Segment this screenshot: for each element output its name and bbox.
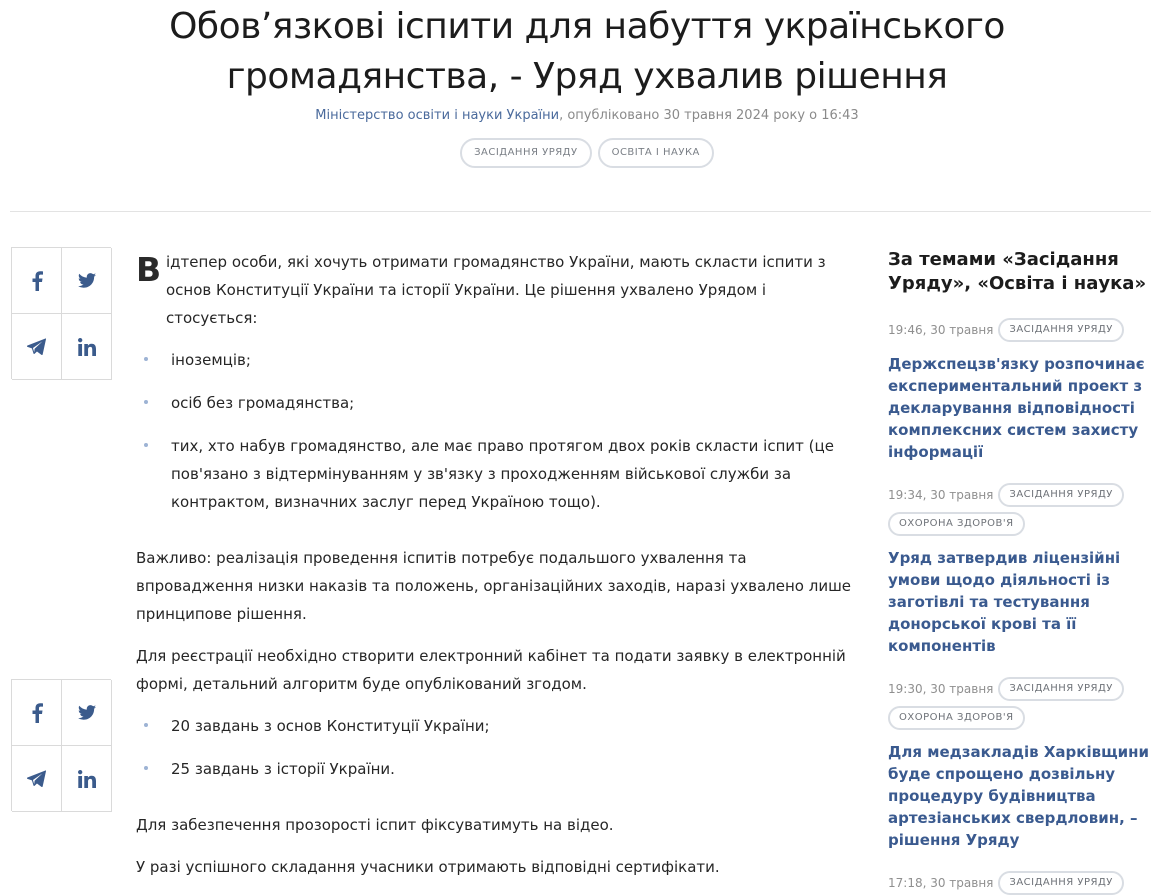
facebook-icon xyxy=(31,271,43,291)
exam-tasks-list xyxy=(136,712,858,783)
tag-education-science[interactable]: ОСВІТА І НАУКА xyxy=(598,138,714,168)
news-tag[interactable]: ЗАСІДАННЯ УРЯДУ xyxy=(998,483,1123,507)
share-linkedin-button[interactable] xyxy=(62,746,112,812)
share-panel-bottom xyxy=(11,679,111,811)
news-meta xyxy=(888,318,1153,342)
sidebar-heading: За темами «Засідання Уряду», «Освіта і наука» xyxy=(888,249,1147,294)
tag-government-meeting[interactable]: ЗАСІДАННЯ УРЯДУ xyxy=(460,138,591,168)
share-linkedin-button[interactable] xyxy=(62,314,112,380)
paragraph: Для забезпечення прозорості іспит фіксуватимуть на відео. xyxy=(136,816,614,834)
news-item xyxy=(888,318,1153,463)
telegram-icon xyxy=(27,338,46,355)
news-item xyxy=(888,677,1153,851)
news-title-link[interactable]: Держспецзв'язку розпочинає експериментальний проект з декларування відповідності комплексних систем захисту інформації xyxy=(888,355,1145,461)
news-meta xyxy=(888,483,1153,536)
news-time: 19:34, 30 травня xyxy=(888,488,994,502)
share-facebook-button[interactable] xyxy=(12,248,62,314)
article-header xyxy=(0,0,1174,168)
list-item: тих, хто набув громадянство, але має право протягом двох років скласти іспит (це пов'язано з відтермінуванням у зв'язку з проходженням військової служби за контрактом, визначних заслуг перед Україною тощо). xyxy=(136,432,858,516)
news-title-link[interactable]: Для медзакладів Харківщини буде спрощено дозвільну процедуру будівництва артезіанських свердловин, – рішення Уряду xyxy=(888,743,1150,849)
paragraph: Для реєстрації необхідно створити електронний кабінет та подати заявку в електронній формі, детальний алгоритм буде опублікований згодом. xyxy=(136,647,846,693)
news-time: 17:18, 30 травня xyxy=(888,876,994,890)
share-panel-top xyxy=(11,247,111,379)
list-item: осіб без громадянства; xyxy=(136,389,858,417)
news-meta xyxy=(888,871,1153,895)
news-item xyxy=(888,871,1153,895)
news-tag[interactable]: ОХОРОНА ЗДОРОВ'Я xyxy=(888,512,1025,536)
related-news-sidebar xyxy=(888,248,1153,895)
news-tag[interactable]: ЗАСІДАННЯ УРЯДУ xyxy=(998,677,1123,701)
tag-list xyxy=(0,138,1174,168)
header-divider xyxy=(10,211,1151,212)
news-tag[interactable]: ЗАСІДАННЯ УРЯДУ xyxy=(998,318,1123,342)
paragraph: У разі успішного складання учасники отримають відповідні сертифікати. xyxy=(136,858,720,876)
share-telegram-button[interactable] xyxy=(12,314,62,380)
share-twitter-button[interactable] xyxy=(62,248,112,314)
dropcap-letter: В xyxy=(136,250,162,289)
lead-text: ідтепер особи, які хочуть отримати громадянство України, мають скласти іспити з основ Конституції України та історії України. Це рішення ухвалено Урядом і стосується: xyxy=(166,253,826,327)
article-meta xyxy=(0,108,1174,123)
news-tag[interactable]: ЗАСІДАННЯ УРЯДУ xyxy=(998,871,1123,895)
share-facebook-button[interactable] xyxy=(12,680,62,746)
list-item: іноземців; xyxy=(136,346,858,374)
lead-paragraph xyxy=(136,248,858,332)
publish-date: , опубліковано 30 травня 2024 року о 16:43 xyxy=(559,108,859,123)
news-title-link[interactable]: Уряд затвердив ліцензійні умови щодо діяльності із заготівлі та тестування донорської крові та її компонентів xyxy=(888,549,1121,655)
eligibility-list xyxy=(136,346,858,516)
linkedin-icon xyxy=(78,338,96,356)
telegram-icon xyxy=(27,770,46,787)
paragraph: Важливо: реалізація проведення іспитів потребує подальшого ухвалення та впровадження низки наказів та положень, організаційних заходів, наразі ухвалено лише принципове рішення. xyxy=(136,549,852,623)
list-item: 25 завдань з історії України. xyxy=(136,755,858,783)
news-time: 19:46, 30 травня xyxy=(888,323,994,337)
linkedin-icon xyxy=(78,770,96,788)
facebook-icon xyxy=(31,703,43,723)
news-meta xyxy=(888,677,1153,730)
news-tag[interactable]: ОХОРОНА ЗДОРОВ'Я xyxy=(888,706,1025,730)
share-telegram-button[interactable] xyxy=(12,746,62,812)
news-item xyxy=(888,483,1153,657)
list-item: 20 завдань з основ Конституції України; xyxy=(136,712,858,740)
twitter-icon xyxy=(78,705,96,720)
twitter-icon xyxy=(78,273,96,288)
news-time: 19:30, 30 травня xyxy=(888,682,994,696)
article-body xyxy=(136,248,858,881)
author-link[interactable]: Міністерство освіти і науки України xyxy=(315,108,560,123)
share-twitter-button[interactable] xyxy=(62,680,112,746)
page-title: Обов’язкові іспити для набуття українського громадянства, - Уряд ухвалив рішення xyxy=(169,6,1005,97)
